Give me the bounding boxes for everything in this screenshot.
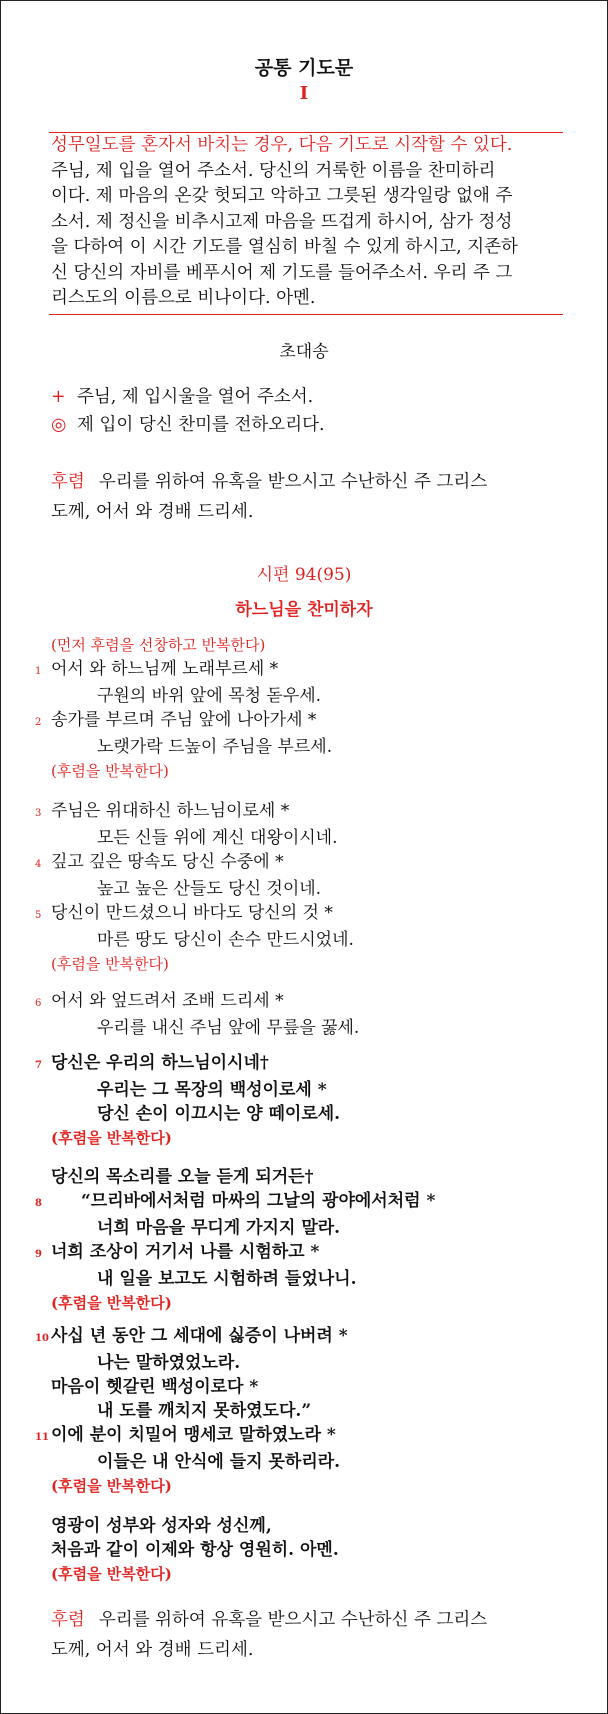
doxology-line2: 처음과 같이 이제와 항상 영원히. 아멘.	[51, 1540, 339, 1560]
verse-number: 5	[35, 910, 42, 921]
verse-line: 너희 마음을 무디게 가지지 말라.	[97, 1218, 341, 1238]
doxology	[35, 1514, 575, 1586]
response-text: 제 입이 당신 찬미를 전하오리다.	[77, 415, 325, 435]
verse-line: 노랫가락 드높이 주님을 부르세.	[97, 737, 333, 757]
antiphon-line2: 도께, 어서 와 경배 드리세.	[51, 1640, 254, 1660]
repeat-rubric: (후렴을 반복한다)	[51, 1294, 172, 1312]
repeat-rubric: (후렴을 반복한다)	[51, 1129, 172, 1147]
verse-number: 2	[35, 717, 42, 728]
verse-number: 8	[35, 1198, 42, 1209]
antiphon-label: 후렴	[51, 1610, 85, 1630]
verse-line: 주님은 위대하신 하느님이로세 *	[51, 801, 290, 821]
verse-line: 사십 년 동안 그 세대에 싫증이 나버려 *	[51, 1326, 348, 1346]
section-numeral: I	[299, 83, 309, 104]
psalm-section-2	[35, 799, 575, 976]
antiphon-label: 후렴	[51, 472, 85, 492]
verse-line: 깊고 깊은 땅속도 당신 수중에 *	[51, 852, 284, 872]
verse-number: 6	[35, 998, 42, 1009]
repeat-rubric: (후렴을 반복한다)	[51, 1477, 172, 1495]
antiphon-line1: 우리를 위하여 유혹을 받으시고 수난하신 주 그리스	[98, 472, 488, 492]
versicle-text: 주님, 제 입시울을 열어 주소서.	[77, 387, 314, 407]
verse-line: 당신은 우리의 하느님이시네†	[51, 1053, 269, 1073]
antiphon-top	[51, 467, 571, 527]
psalm-section-1	[35, 633, 575, 783]
repeat-rubric: (후렴을 반복한다)	[51, 955, 169, 973]
verse-line: 내 도를 깨치지 못하였도다.”	[97, 1401, 312, 1421]
opening-rubric: (먼저 후렴을 선창하고 반복한다)	[51, 636, 266, 654]
verse-line: 나는 말하였었노라.	[97, 1353, 241, 1373]
verse-line: 이들은 내 안식에 들지 못하리라.	[97, 1452, 341, 1472]
intro-rubric: 성무일도를 혼자서 바치는 경우, 다음 기도로 시작할 수 있다.	[51, 135, 513, 155]
repeat-rubric: (후렴을 반복한다)	[51, 1565, 172, 1583]
verse-line: 당신의 목소리를 오늘 듣게 되거든†	[51, 1167, 314, 1187]
antiphon-line1: 우리를 위하여 유혹을 받으시고 수난하신 주 그리스	[98, 1610, 488, 1630]
antiphon-bottom	[51, 1605, 571, 1665]
verse-line: 마른 땅도 당신이 손수 만드시었네.	[97, 930, 354, 950]
verse-number: 11	[35, 1432, 49, 1443]
intro-prayer-line: 주님, 제 입을 열어 주소서. 당신의 거룩한 이름을 찬미하리	[51, 160, 496, 181]
psalm-section-4	[35, 1051, 575, 1150]
verse-number: 9	[35, 1249, 42, 1260]
verse-line: 이에 분이 치밀어 맹세코 말하였노라 *	[51, 1425, 336, 1445]
cross-icon: +	[51, 387, 66, 407]
intro-prayer-line: 리스도의 이름으로 비나이다. 아멘.	[51, 288, 316, 308]
verse-line: 송가를 부르며 주님 앞에 나아가세 *	[51, 710, 317, 730]
verse-line: 당신이 만드셨으니 바다도 당신의 것 *	[51, 903, 333, 923]
verse-line: 내 일을 보고도 시험하려 들었나니.	[97, 1269, 357, 1289]
verse-line: 우리는 그 목장의 백성이로세 *	[97, 1080, 327, 1100]
verse-number: 10	[35, 1333, 49, 1344]
psalm-number: 시편 94(95)	[256, 565, 352, 585]
verse-line: 마음이 헷갈린 백성이로다 *	[51, 1377, 259, 1397]
bottom-red-rule	[49, 314, 563, 315]
intro-prayer-line: 을 다하여 이 시간 기도를 열심히 바칠 수 있게 하시고, 지존하	[51, 237, 518, 257]
verse-line: 어서 와 엎드려서 조배 드리세 *	[51, 991, 284, 1011]
verse-number: 4	[35, 859, 42, 870]
verse-line: 구원의 바위 앞에 목청 돋우세.	[97, 686, 322, 706]
intro-prayer-line: 소서. 제 정신을 비추시고제 마음을 뜨겁게 하시어, 삼가 정성	[51, 211, 513, 232]
verse-line: 당신 손이 이끄시는 양 떼이로세.	[97, 1104, 341, 1124]
invitatory-versicles	[51, 383, 563, 439]
verse-line: 모든 신들 위에 계신 대왕이시네.	[97, 828, 338, 848]
response-icon: ◎	[51, 415, 67, 435]
intro-prayer-line: 신 당신의 자비를 베푸시어 제 기도를 들어주소서. 우리 주 그	[51, 262, 513, 283]
psalm-subtitle: 하느님을 찬미하자	[235, 600, 373, 620]
psalm-section-6	[35, 1324, 575, 1498]
verse-line: 어서 와 하느님께 노래부르세 *	[51, 659, 279, 679]
verse-number: 7	[35, 1060, 42, 1071]
verse-number: 3	[35, 808, 42, 819]
intro-prayer-line: 이다. 제 마음의 온갖 헛되고 악하고 그릇된 생각일랑 없애 주	[51, 186, 513, 206]
verse-line: “므리바에서처럼 마싸의 그날의 광야에서처럼 *	[81, 1191, 436, 1211]
intro-block	[51, 133, 563, 312]
psalm-section-5	[35, 1165, 575, 1315]
verse-line: 너희 조상이 거기서 나를 시험하고 *	[51, 1242, 320, 1262]
verse-number: 1	[35, 666, 42, 677]
page-title: 공통 기도문	[254, 57, 354, 79]
invitatory-heading: 초대송	[279, 342, 329, 362]
antiphon-line2: 도께, 어서 와 경배 드리세.	[51, 502, 254, 522]
verse-line: 우리를 내신 주님 앞에 무릎을 꿇세.	[97, 1018, 360, 1038]
psalm-section-3	[35, 989, 575, 1040]
verse-line: 높고 높은 산들도 당신 것이네.	[97, 879, 322, 899]
doxology-line1: 영광이 성부와 성자와 성신께,	[51, 1516, 272, 1536]
repeat-rubric: (후렴을 반복한다)	[51, 762, 169, 780]
